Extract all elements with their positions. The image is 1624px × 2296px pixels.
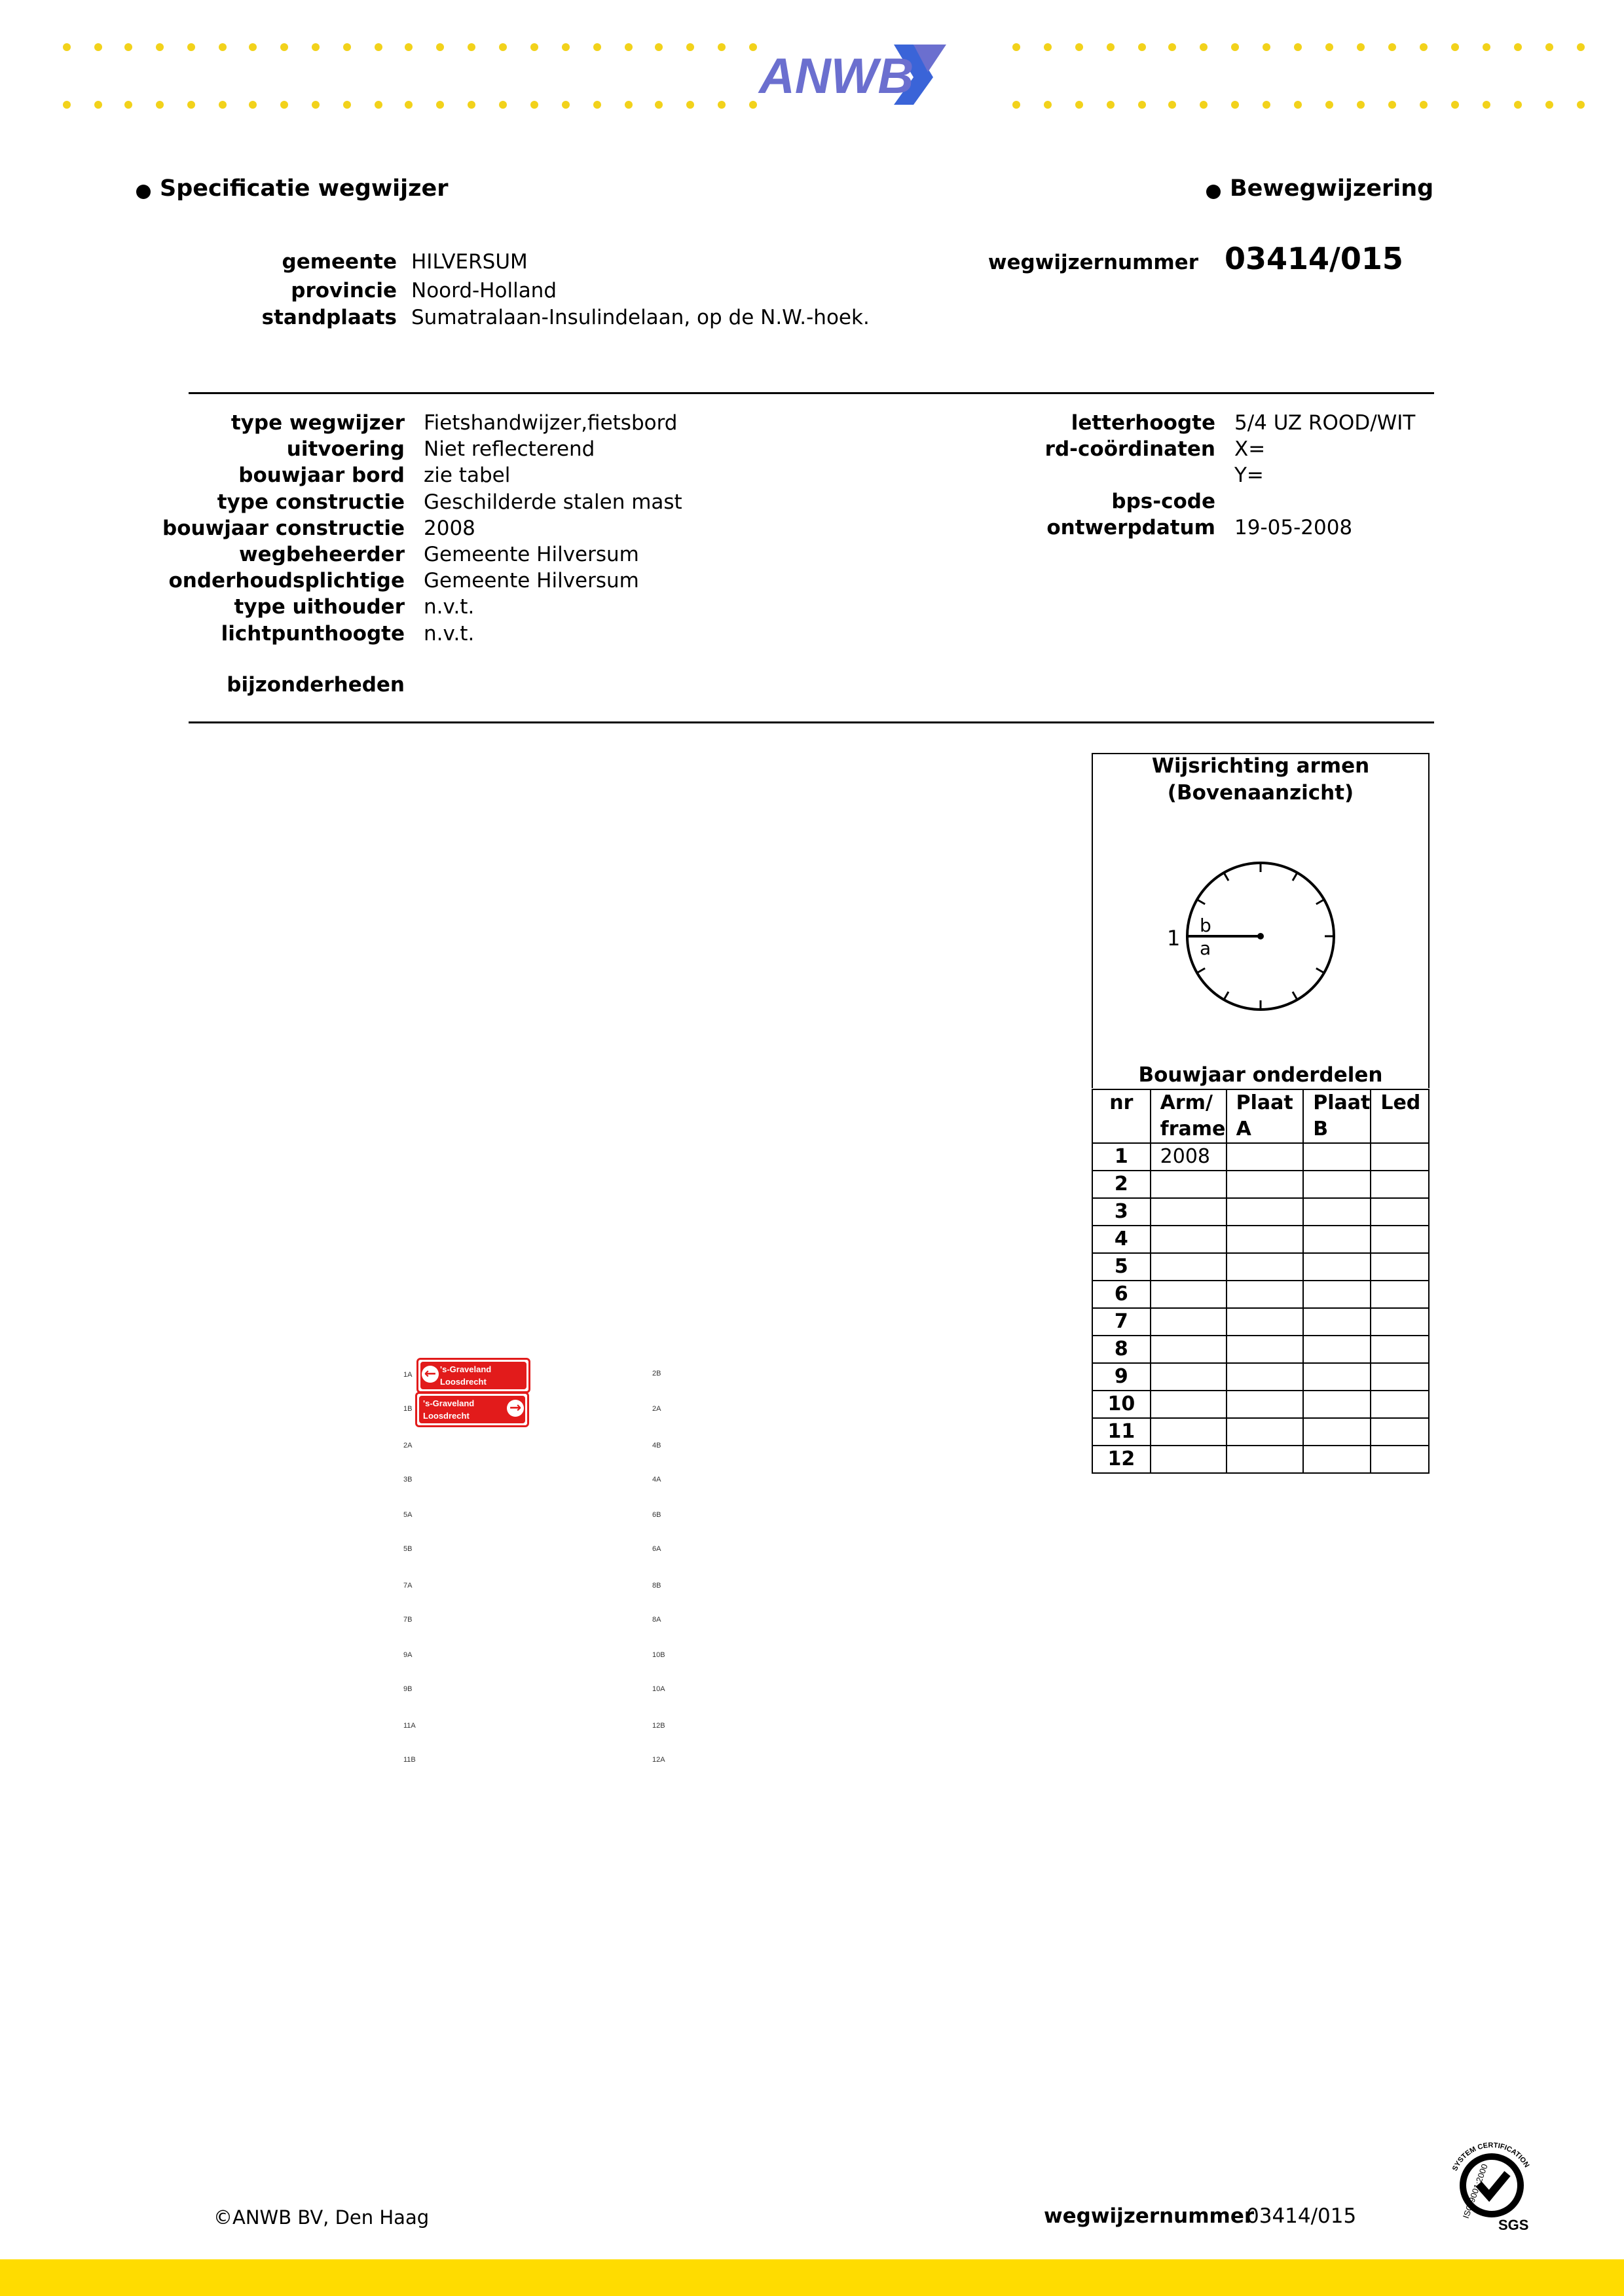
header-dot	[1545, 101, 1553, 109]
table-cell	[1303, 1418, 1371, 1446]
spec-label: uitvoering	[286, 437, 405, 462]
header-dot	[1514, 43, 1522, 51]
table-row	[1092, 1391, 1429, 1418]
table-cell	[1371, 1418, 1429, 1446]
table-cell: 1	[1092, 1143, 1151, 1171]
spec-label: type wegwijzer	[231, 411, 405, 435]
arm-label-a: a	[1200, 938, 1211, 959]
header-dot	[436, 101, 444, 109]
compass-tick	[1224, 873, 1228, 881]
table-cell	[1303, 1308, 1371, 1336]
header-dot	[530, 43, 538, 51]
header-dot	[1044, 101, 1052, 109]
table-cell	[1371, 1363, 1429, 1391]
table-cell	[1151, 1226, 1227, 1253]
header-dot	[530, 101, 538, 109]
compass-tick	[1293, 992, 1297, 1000]
table-cell	[1227, 1363, 1304, 1391]
table-cell	[1227, 1226, 1304, 1253]
header-dot	[1483, 101, 1490, 109]
table-row	[1092, 1143, 1429, 1171]
table-cell	[1303, 1363, 1371, 1391]
sign-background	[419, 1396, 525, 1423]
header-dot	[593, 43, 601, 51]
gemeente-label: gemeente	[282, 250, 397, 274]
table-cell	[1151, 1446, 1227, 1473]
spec-label: onderhoudsplichtige	[168, 569, 405, 593]
header-dot	[1012, 43, 1020, 51]
header-dot	[343, 43, 351, 51]
table-cell	[1371, 1391, 1429, 1418]
spec-value: Niet reflecterend	[424, 437, 595, 462]
header-dot	[718, 43, 726, 51]
fietsbord-sign	[415, 1392, 529, 1427]
slot-label: 1A	[403, 1371, 413, 1379]
header-dot	[436, 43, 444, 51]
table-cell	[1151, 1363, 1227, 1391]
sign-line2: Loosdrecht	[440, 1377, 487, 1387]
arm-label-b: b	[1200, 915, 1211, 936]
header-dot	[280, 101, 288, 109]
table-cell	[1303, 1391, 1371, 1418]
table-row	[1092, 1336, 1429, 1363]
header-dot	[1012, 101, 1020, 109]
spec-label: wegbeheerder	[239, 543, 405, 566]
table-header-cell: Plaat B	[1303, 1089, 1371, 1143]
compass-tick	[1316, 968, 1324, 973]
table-row	[1092, 1308, 1429, 1336]
fietsbord-sign	[416, 1358, 530, 1393]
table-header-cell: Led	[1371, 1089, 1429, 1143]
header-dot	[1107, 43, 1115, 51]
table-cell	[1303, 1143, 1371, 1171]
cert-sgs: SGS	[1498, 2217, 1529, 2232]
slot-label: 4A	[652, 1476, 661, 1484]
table-cell	[1227, 1446, 1304, 1473]
table-cell	[1371, 1171, 1429, 1198]
slot-label: 8B	[652, 1582, 661, 1590]
slot-label: 12A	[652, 1756, 665, 1764]
section-title-specificatie: Specificatie wegwijzer	[160, 175, 449, 202]
ontwerpdatum-value: 19-05-2008	[1234, 516, 1353, 539]
bijzonderheden-label: bijzonderheden	[227, 673, 405, 697]
table-cell	[1371, 1226, 1429, 1253]
table-row	[1092, 1226, 1429, 1253]
standplaats-value: Sumatralaan-Insulindelaan, op de N.W.-hoek.	[411, 306, 870, 329]
header-dot	[655, 101, 663, 109]
table-cell: 6	[1092, 1281, 1151, 1308]
slot-label: 8A	[652, 1616, 661, 1624]
copyright: ©ANWB BV, Den Haag	[213, 2206, 430, 2229]
table-row	[1092, 1446, 1429, 1473]
table-cell	[1227, 1253, 1304, 1281]
header-dot	[686, 43, 694, 51]
header-dot	[1075, 101, 1083, 109]
table-cell	[1371, 1336, 1429, 1363]
table-cell	[1371, 1308, 1429, 1336]
bouwjaar-title: Bouwjaar onderdelen	[1138, 1063, 1383, 1087]
header-dot	[63, 43, 71, 51]
spec-label: bouwjaar constructie	[162, 516, 405, 540]
header-dot	[562, 43, 570, 51]
table-row	[1092, 1171, 1429, 1198]
rd-y-value: Y=	[1234, 464, 1264, 487]
slot-label: 10B	[652, 1651, 665, 1659]
header-dot	[1044, 43, 1052, 51]
header-dot	[1514, 101, 1522, 109]
header-dot	[94, 43, 102, 51]
header-dot	[499, 101, 507, 109]
header-dot	[1577, 43, 1585, 51]
compass-tick	[1316, 900, 1324, 904]
table-cell: 2	[1092, 1171, 1151, 1198]
slot-label: 6A	[652, 1545, 661, 1553]
header-dot	[625, 101, 633, 109]
table-header-cell: Arm/ frame	[1151, 1089, 1227, 1143]
header-dot	[1420, 101, 1428, 109]
table-cell: 8	[1092, 1336, 1151, 1363]
slot-label: 5A	[403, 1511, 413, 1519]
letterhoogte-label: letterhoogte	[1071, 411, 1215, 435]
header-dot	[1545, 43, 1553, 51]
header-dot	[405, 43, 413, 51]
table-cell	[1371, 1143, 1429, 1171]
cert-iso: ISO 9001:2000	[1460, 2162, 1490, 2220]
sign-line2: Loosdrecht	[423, 1411, 470, 1421]
bottom-color-bar	[0, 2259, 1624, 2296]
header-dot	[562, 101, 570, 109]
section-title-bewegwijzering: Bewegwijzering	[1230, 175, 1434, 202]
arrow-right-icon: →	[507, 1400, 524, 1417]
bullet-icon	[1206, 185, 1221, 199]
logo-text: ANWB	[759, 48, 914, 104]
divider-bottom	[189, 721, 1434, 723]
spec-label: lichtpunthoogte	[221, 621, 405, 646]
table-cell	[1303, 1171, 1371, 1198]
wegwijzernummer-label: wegwijzernummer	[987, 251, 1198, 274]
compass-title-line1: Wijsrichting armen	[1151, 754, 1370, 778]
letterhoogte-value: 5/4 UZ ROOD/WIT	[1234, 411, 1416, 435]
divider-top	[189, 392, 1434, 394]
header-dot	[1451, 43, 1459, 51]
compass-center	[1257, 933, 1264, 939]
header-dot	[1325, 101, 1333, 109]
header-dot	[249, 101, 257, 109]
table-cell	[1151, 1391, 1227, 1418]
sgs-certification-logo	[1439, 2133, 1544, 2232]
spec-label: bouwjaar bord	[238, 464, 405, 488]
header-dot	[718, 101, 726, 109]
table-cell	[1227, 1143, 1304, 1171]
table-cell	[1303, 1198, 1371, 1226]
slot-label: 12B	[652, 1722, 665, 1730]
rd-x-value: X=	[1234, 437, 1266, 461]
arrow-left-icon: ←	[422, 1366, 439, 1383]
header-dot	[468, 43, 475, 51]
rd-label: rd-coördinaten	[1044, 437, 1215, 461]
slot-label: 7B	[403, 1616, 413, 1624]
header-dot	[94, 101, 102, 109]
sign-line1: 's-Graveland	[440, 1364, 492, 1374]
header-dot	[1231, 101, 1239, 109]
bullet-icon	[136, 185, 151, 199]
header-dot	[343, 101, 351, 109]
slot-label: 2A	[652, 1405, 661, 1413]
table-cell	[1371, 1253, 1429, 1281]
header-dot	[1138, 101, 1146, 109]
slot-label: 4B	[652, 1442, 661, 1449]
header-dot	[1420, 43, 1428, 51]
table-header-cell: Plaat A	[1227, 1089, 1304, 1143]
header-dot	[1325, 43, 1333, 51]
ontwerpdatum-label: ontwerpdatum	[1046, 516, 1215, 539]
table-cell	[1151, 1198, 1227, 1226]
table-cell: 4	[1092, 1226, 1151, 1253]
table-cell	[1151, 1336, 1227, 1363]
compass-dial	[1159, 851, 1356, 1021]
table-cell	[1303, 1226, 1371, 1253]
table-cell	[1227, 1308, 1304, 1336]
table-cell	[1371, 1198, 1429, 1226]
provincie-value: Noord-Holland	[411, 279, 557, 302]
spec-value: n.v.t.	[424, 595, 475, 619]
arm-number: 1	[1167, 926, 1181, 951]
standplaats-label: standplaats	[261, 306, 397, 329]
header-dot	[312, 43, 320, 51]
header-dot	[375, 43, 382, 51]
gemeente-value: HILVERSUM	[411, 250, 528, 274]
header-dot	[1138, 43, 1146, 51]
table-cell	[1227, 1391, 1304, 1418]
footer-number-label: wegwijzernummer	[1044, 2204, 1255, 2228]
table-row	[1092, 1418, 1429, 1446]
table-cell: 12	[1092, 1446, 1151, 1473]
sign-background	[420, 1362, 526, 1389]
header-dot	[63, 101, 71, 109]
header-dot	[187, 43, 195, 51]
table-cell: 9	[1092, 1363, 1151, 1391]
footer-number-value: 03414/015	[1246, 2204, 1357, 2228]
compass-title-line2: (Bovenaanzicht)	[1167, 781, 1354, 805]
header-dot	[1388, 101, 1396, 109]
header-dot	[1357, 43, 1365, 51]
header-dot	[1451, 101, 1459, 109]
bps-label: bps-code	[1111, 490, 1215, 513]
spec-value: Geschilderde stalen mast	[424, 490, 682, 514]
table-cell	[1227, 1336, 1304, 1363]
header-dot	[280, 43, 288, 51]
table-header-cell: nr	[1092, 1089, 1151, 1143]
table-cell: 11	[1092, 1418, 1151, 1446]
table-cell: 2008	[1151, 1143, 1227, 1171]
header-dot	[219, 43, 227, 51]
spec-value: zie tabel	[424, 464, 511, 488]
header-dot	[1483, 43, 1490, 51]
table-cell	[1227, 1281, 1304, 1308]
slot-label: 1B	[403, 1405, 413, 1413]
header-dot	[593, 101, 601, 109]
header-dot	[1388, 43, 1396, 51]
header-dot	[1168, 101, 1176, 109]
slot-label: 3B	[403, 1476, 413, 1484]
header-dot	[124, 43, 132, 51]
table-cell	[1303, 1281, 1371, 1308]
table-cell	[1371, 1446, 1429, 1473]
slot-label: 2B	[652, 1370, 661, 1377]
header-dot	[1294, 101, 1302, 109]
table-cell: 7	[1092, 1308, 1151, 1336]
table-row	[1092, 1363, 1429, 1391]
slot-label: 6B	[652, 1511, 661, 1519]
header-dot	[375, 101, 382, 109]
table-row	[1092, 1253, 1429, 1281]
header-dot	[1577, 101, 1585, 109]
header-dot	[1200, 101, 1208, 109]
slot-label: 9A	[403, 1651, 413, 1659]
table-cell: 5	[1092, 1253, 1151, 1281]
spec-value: n.v.t.	[424, 621, 475, 646]
spec-value: Gemeente Hilversum	[424, 569, 639, 593]
header-dot	[1294, 43, 1302, 51]
table-cell: 10	[1092, 1391, 1151, 1418]
table-cell	[1151, 1281, 1227, 1308]
header-dot	[1357, 101, 1365, 109]
header-dot	[468, 101, 475, 109]
header-dot	[499, 43, 507, 51]
table-header-row	[1092, 1089, 1429, 1143]
compass-tick	[1197, 900, 1205, 904]
header-dot	[1075, 43, 1083, 51]
table-cell	[1227, 1171, 1304, 1198]
header-dot	[1263, 43, 1270, 51]
slot-label: 10A	[652, 1685, 665, 1693]
header-dot	[405, 101, 413, 109]
wegwijzernummer-value: 03414/015	[1225, 241, 1403, 276]
table-row	[1092, 1281, 1429, 1308]
cert-text: SYSTEM CERTIFICATION	[1450, 2141, 1531, 2172]
compass-tick	[1224, 992, 1228, 1000]
bouwjaar-table	[1092, 1089, 1430, 1474]
header-dot	[1231, 43, 1239, 51]
sign-line1: 's-Graveland	[423, 1398, 475, 1408]
spec-label: type uithouder	[234, 595, 405, 619]
spec-value: Gemeente Hilversum	[424, 543, 639, 566]
header-dot	[249, 43, 257, 51]
table-cell	[1303, 1446, 1371, 1473]
table-cell	[1151, 1253, 1227, 1281]
spec-value: 2008	[424, 516, 475, 540]
header-dot	[219, 101, 227, 109]
table-cell	[1151, 1308, 1227, 1336]
table-cell	[1151, 1171, 1227, 1198]
slot-label: 9B	[403, 1685, 413, 1693]
table-row	[1092, 1198, 1429, 1226]
compass-tick	[1293, 873, 1297, 881]
header-dot	[156, 101, 164, 109]
slot-label: 11A	[403, 1722, 416, 1730]
spec-label: type constructie	[217, 490, 405, 514]
table-cell	[1227, 1198, 1304, 1226]
header-dot	[187, 101, 195, 109]
header-dot	[1107, 101, 1115, 109]
slot-label: 5B	[403, 1545, 413, 1553]
slot-label: 7A	[403, 1582, 413, 1590]
table-cell	[1303, 1336, 1371, 1363]
header-dot	[625, 43, 633, 51]
slot-label: 2A	[403, 1442, 413, 1449]
table-cell	[1151, 1418, 1227, 1446]
slot-label: 11B	[403, 1756, 416, 1764]
spec-value: Fietshandwijzer,fietsbord	[424, 411, 678, 435]
table-cell	[1227, 1418, 1304, 1446]
table-cell	[1371, 1281, 1429, 1308]
header-dot	[1168, 43, 1176, 51]
header-dot	[1200, 43, 1208, 51]
compass-tick	[1197, 968, 1205, 973]
header-dot	[655, 43, 663, 51]
header-dot	[124, 101, 132, 109]
sign-text	[423, 1397, 474, 1422]
table-cell	[1303, 1253, 1371, 1281]
table-cell: 3	[1092, 1198, 1151, 1226]
provincie-label: provincie	[291, 279, 397, 302]
anwb-logo	[756, 39, 953, 111]
sign-text	[440, 1363, 491, 1388]
header-dot	[312, 101, 320, 109]
header-dot	[156, 43, 164, 51]
header-dot	[686, 101, 694, 109]
header-dot	[1263, 101, 1270, 109]
